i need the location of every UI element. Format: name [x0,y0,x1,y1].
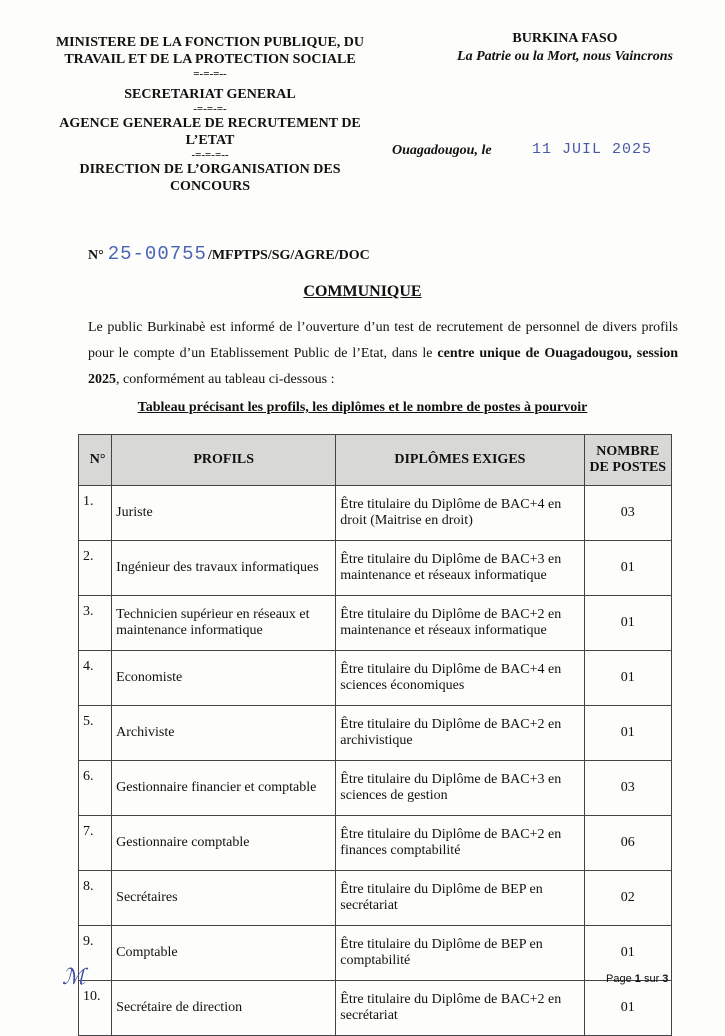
country-name: BURKINA FASO [512,31,618,46]
row-profil: Secrétaire de direction [112,981,336,1036]
row-diplome: Être titulaire du Diplôme de BAC+2 en maintenance et réseaux informatique [336,596,584,651]
reference-prefix: N° [88,248,104,263]
table-row [79,871,672,926]
row-postes: 03 [584,761,671,816]
row-profil: Comptable [112,926,336,981]
direction-name: DIRECTION DE L’ORGANISATION DES CONCOURS [79,162,341,194]
row-postes: 02 [584,871,671,926]
table-row [79,926,672,981]
agency-name: AGENCE GENERALE DE RECRUTEMENT DE L’ETAT [59,116,361,148]
row-diplome: Être titulaire du Diplôme de BAC+3 en sciences de gestion [336,761,584,816]
reference-suffix: /MFPTPS/SG/AGRE/DOC [207,248,370,263]
of-word: sur [643,973,660,985]
separator: =-=-=-- [193,68,227,80]
row-number: 4. [79,651,112,706]
row-postes: 01 [584,981,671,1036]
row-diplome: Être titulaire du Diplôme de BEP en comptabilité [336,926,584,981]
table-caption: Tableau précisant les profils, les diplômes et le nombre de postes à pourvoir [137,400,588,415]
row-diplome: Être titulaire du Diplôme de BAC+2 en archivistique [336,706,584,761]
table-row [79,761,672,816]
ministry-name: MINISTERE DE LA FONCTION PUBLIQUE, DU TRAVAIL ET DE LA PROTECTION SOCIALE [55,35,365,67]
row-number: 5. [79,706,112,761]
row-postes: 01 [584,596,671,651]
row-number: 2. [79,541,112,596]
page-total: 3 [662,973,669,985]
separator: -=-=-=- [193,103,227,115]
row-postes: 01 [584,651,671,706]
row-number: 7. [79,816,112,871]
page-number: 1 [634,973,641,985]
header-diplomes: DIPLÔMES EXIGES [336,435,584,486]
secretariat-name: SECRETARIAT GENERAL [124,87,296,102]
positions-table [78,434,672,1036]
separator: -=-=-=-- [191,149,229,161]
row-profil: Archiviste [112,706,336,761]
header-num: N° [79,435,112,486]
row-diplome: Être titulaire du Diplôme de BAC+4 en droit (Maitrise en droit) [336,486,584,541]
page-footer [606,973,668,985]
page-word: Page [606,973,632,985]
intro-text-end: , conformément au tableau ci-dessous : [116,372,335,387]
row-profil: Gestionnaire financier et comptable [112,761,336,816]
signature-mark: ℳ [62,964,86,989]
header-profils: PROFILS [112,435,336,486]
row-profil: Economiste [112,651,336,706]
document-title: COMMUNIQUE [303,283,422,300]
row-profil: Technicien supérieur en réseaux et maintenance informatique [112,596,336,651]
table-row [79,596,672,651]
row-profil: Juriste [112,486,336,541]
table-header-row [79,435,672,486]
row-number: 8. [79,871,112,926]
national-motto: La Patrie ou la Mort, nous Vaincrons [457,49,673,64]
table-row [79,486,672,541]
row-profil: Secrétaires [112,871,336,926]
table-row [79,651,672,706]
row-postes: 03 [584,486,671,541]
header-left [40,34,380,195]
row-diplome: Être titulaire du Diplôme de BAC+2 en secrétariat [336,981,584,1036]
row-profil: Gestionnaire comptable [112,816,336,871]
row-postes: 06 [584,816,671,871]
reference-number-stamp: 25-00755 [107,243,207,265]
table-row [79,981,672,1036]
row-diplome: Être titulaire du Diplôme de BAC+4 en sciences économiques [336,651,584,706]
row-number: 3. [79,596,112,651]
row-number: 1. [79,486,112,541]
header-nombre-postes: NOMBRE DE POSTES [584,435,671,486]
row-postes: 01 [584,541,671,596]
table-row [79,816,672,871]
row-postes: 01 [584,706,671,761]
row-number: 10. [79,981,112,1036]
row-diplome: Être titulaire du Diplôme de BAC+2 en finances comptabilité [336,816,584,871]
row-profil: Ingénieur des travaux informatiques [112,541,336,596]
row-diplome: Être titulaire du Diplôme de BEP en secrétariat [336,871,584,926]
row-diplome: Être titulaire du Diplôme de BAC+3 en maintenance et réseaux informatique [336,541,584,596]
date-stamp: 11 JUIL 2025 [532,141,653,158]
row-postes: 01 [584,926,671,981]
intro-paragraph [88,315,678,393]
intro-bold-text: centre unique de Ouagadougou, session 2025 [88,346,678,387]
table-row [79,706,672,761]
table-row [79,541,672,596]
reference-number [88,243,370,265]
row-number: 6. [79,761,112,816]
place-label: Ouagadougou, le [392,143,492,158]
header-right [430,30,700,66]
intro-text: Le public Burkinabè est informé de l’ouverture d’un test de recrutement de personnel de divers profils pour le compte d’un Etablissement Public de l’Etat, dans le [88,320,678,361]
row-number: 9. [79,926,112,981]
